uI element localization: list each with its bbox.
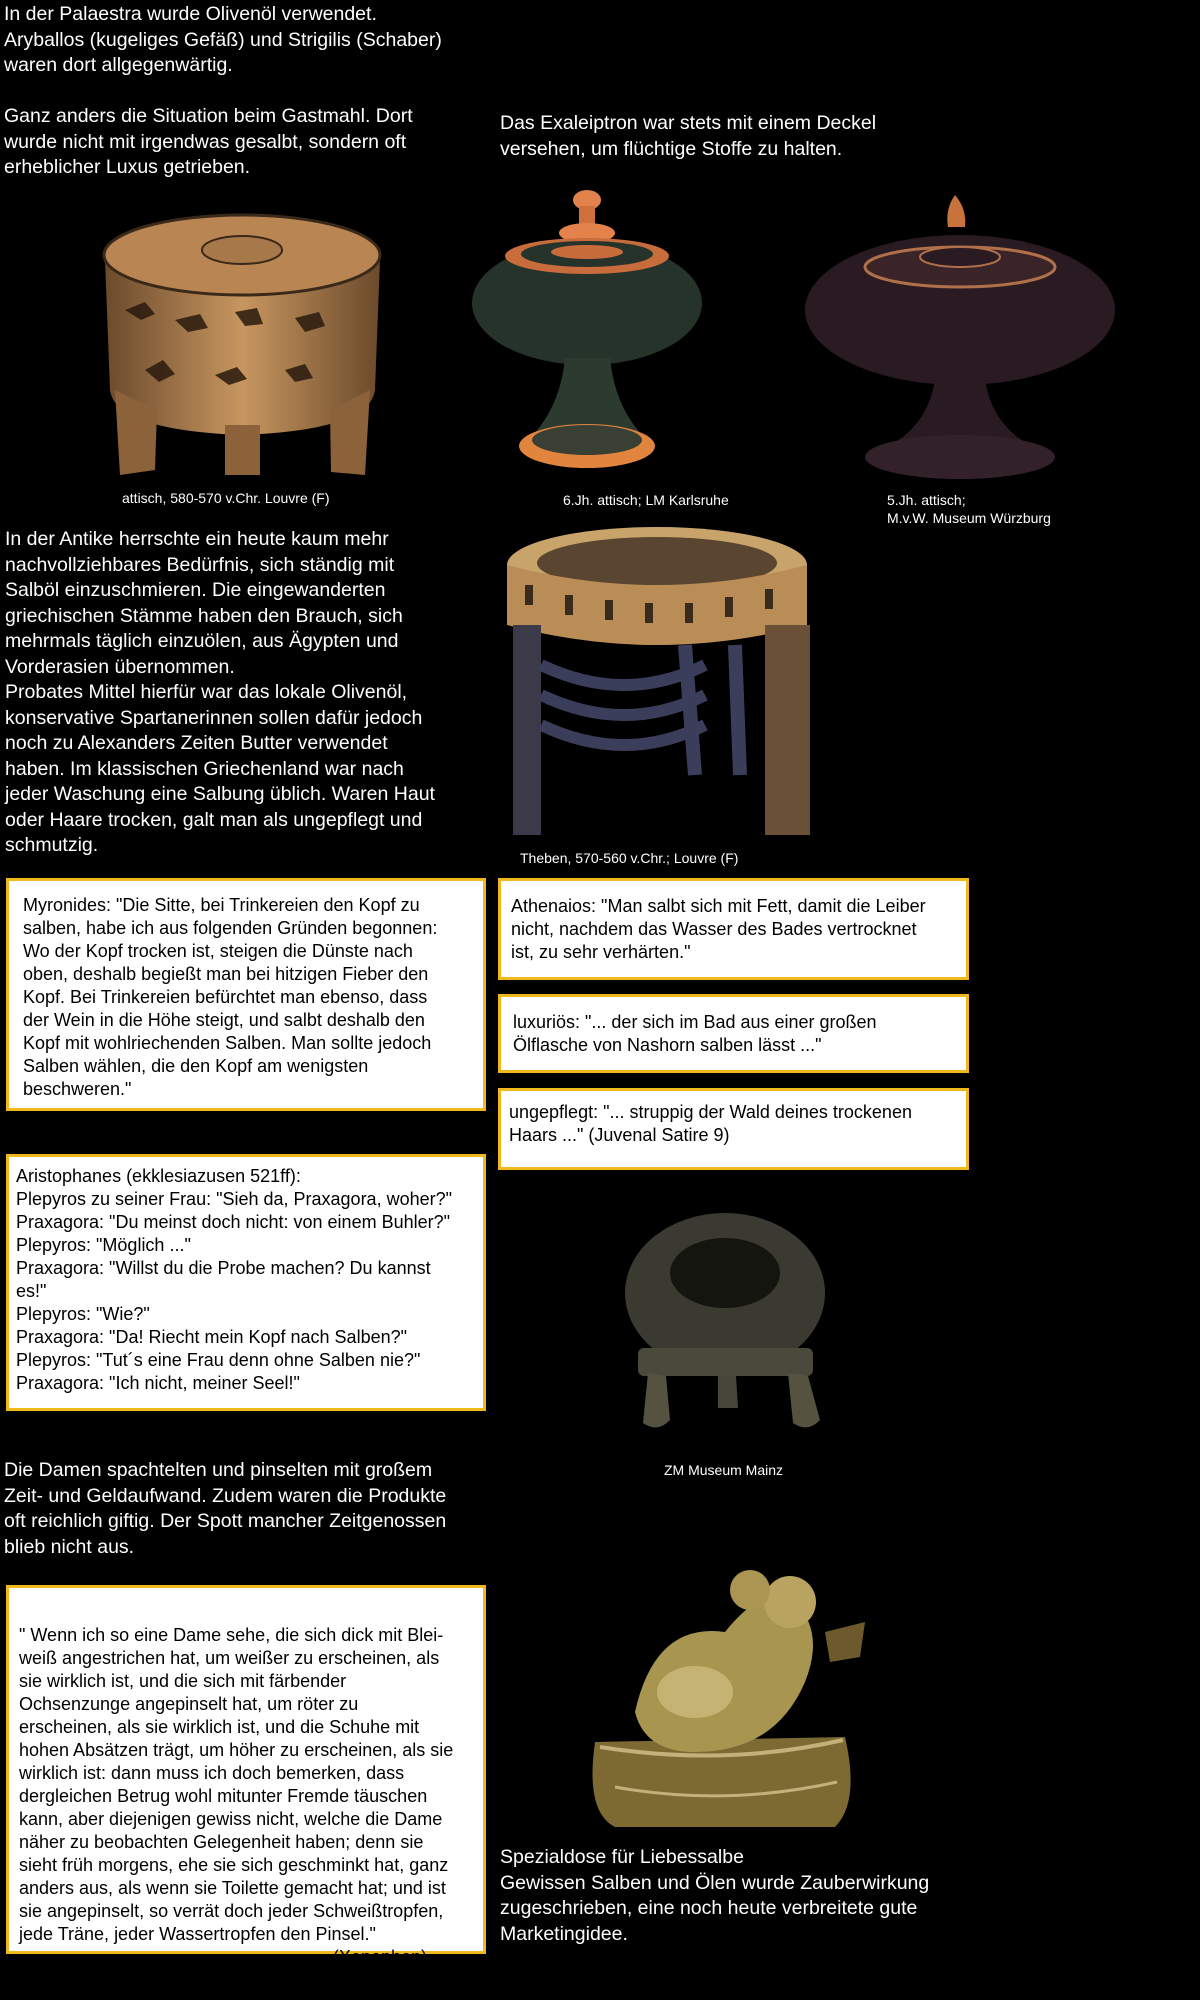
spezialdose-image <box>575 1562 885 1837</box>
exaleiptron-karlsruhe-image <box>470 178 705 483</box>
xenophon-author: (Xenophon) <box>332 1947 427 1967</box>
quote-luxurioes: luxuriös: "... der sich im Bad aus einer großen Ölflasche von Nashorn salben lässt ..." <box>498 994 969 1073</box>
quote-myronides: Myronides: "Die Sitte, bei Trinkereien den Kopf zu salben, habe ich aus folgenden Gründen begonnen: Wo der Kopf trocken ist, steigen die Dünste nach oben, deshalb begießt man bei hitzigen Fieber den Kopf. Bei Trinkereien befürchtet man ebenso, dass der Wein in die Höhe steigt, und salbt deshalb den Kopf mit wohlriechenden Salben. Man sollte jedoch Salben wählen, die den Kopf am wenigsten beschweren." <box>6 878 486 1111</box>
ring-vessel-mainz-image <box>608 1198 843 1443</box>
xenophon-quote-text: " Wenn ich so eine Dame sehe, die sich dick mit Blei- weiß angestrichen hat, um weißer zu erscheinen, als sie wirklich ist, und die sich mit färbender Ochsenzunge angepinselt hat, um röter zu erscheinen, als sie wirklich ist, und die Schuhe mit hohen Absätzen trägt, um höher zu erscheinen, als sie wirklich ist: dann muss ich doch bemerken, dass dergleichen Betrug wohl mitunter Fremde täuschen kann, aber diejenigen gewiss nicht, welche die Dame näher zu beobachten Gelegenheit haben; denn sie sieht früh morgens, ehe sie sich geschminkt hat, ganz anders aus, als wenn sie Toilette gemacht hat; und ist sie angepinselt, so verrät doch jeder Schweißtropfen, jede Träne, jeder Wassertropfen den Pinsel." <box>19 1625 454 1944</box>
quote-aristophanes: Aristophanes (ekklesiazusen 521ff): Plepyros zu seiner Frau: "Sieh da, Praxagora, woher?" Praxagora: "Du meinst doch nicht: von einem Buhler?" Plepyros: "Möglich ..." Praxagora: "Willst du die Probe machen? Du kannst es!" Plepyros: "Wie?" Praxagora: "Da! Riecht mein Kopf nach Salben?" Plepyros: "Tut´s eine Frau denn ohne Salben nie?" Praxagora: "Ich nicht, meiner Seel!" <box>6 1154 486 1411</box>
caption-theben: Theben, 570-560 v.Chr.; Louvre (F) <box>520 850 739 866</box>
damen-text: Die Damen spachtelten und pinselten mit großem Zeit- und Geldaufwand. Zudem waren die Produkte oft reichlich giftig. Der Spott mancher Zeitgenossen blieb nicht aus. <box>4 1459 447 1558</box>
caption-attisch-louvre: attisch, 580-570 v.Chr. Louvre (F) <box>122 490 330 506</box>
intro-gastmahl-text: Ganz anders die Situation beim Gastmahl. Dort wurde nicht mit irgendwas gesalbt, sondern oft erheblicher Luxus getrieben. <box>4 105 413 178</box>
caption-wuerzburg: 5.Jh. attisch; M.v.W. Museum Würzburg <box>887 492 1051 526</box>
quote-athenaios: Athenaios: "Man salbt sich mit Fett, damit die Leiber nicht, nachdem das Wasser des Bades vertrocknet ist, zu sehr verhärten." <box>498 878 969 980</box>
theben-pyxis-image <box>505 525 810 845</box>
exaleiptron-wuerzburg-image <box>805 195 1120 485</box>
spezialdose-text: Spezialdose für Liebessalbe Gewissen Salben und Ölen wurde Zauberwirkung zugeschrieben, eine noch heute verbreitete gute Marketingidee. <box>500 1846 930 1945</box>
caption-karlsruhe: 6.Jh. attisch; LM Karlsruhe <box>563 492 729 508</box>
intro-palaestra-text: In der Palaestra wurde Olivenöl verwendet. Aryballos (kugeliges Gefäß) und Strigilis (Schaber) waren dort allgegenwärtig. <box>4 3 442 76</box>
antike-text: In der Antike herrschte ein heute kaum mehr nachvollziehbares Bedürfnis, sich ständig mit Salböl einzuschmieren. Die eingewanderten griechischen Stämme haben den Brauch, sich mehrmals täglich einzuölen, aus Ägypten und Vorderasien übernommen. Probates Mittel hierfür war das lokale Olivenöl, konservative Spartanerinnen sollen dafür jedoch noch zu Alexanders Zeiten Butter verwendet haben. Im klassischen Griechenland war nach jeder Waschung eine Salbung üblich. Waren Haut oder Haare trocken, galt man als ungepflegt und schmutzig. <box>5 528 435 856</box>
exaleiptron-text: Das Exaleiptron war stets mit einem Deckel versehen, um flüchtige Stoffe zu halten. <box>500 112 877 160</box>
attic-pyxis-image <box>85 200 400 485</box>
quote-ungepflegt: ungepflegt: "... struppig der Wald deines trockenen Haars ..." (Juvenal Satire 9) <box>498 1088 969 1170</box>
quote-xenophon <box>6 1585 486 1967</box>
caption-mainz: ZM Museum Mainz <box>664 1462 784 1478</box>
